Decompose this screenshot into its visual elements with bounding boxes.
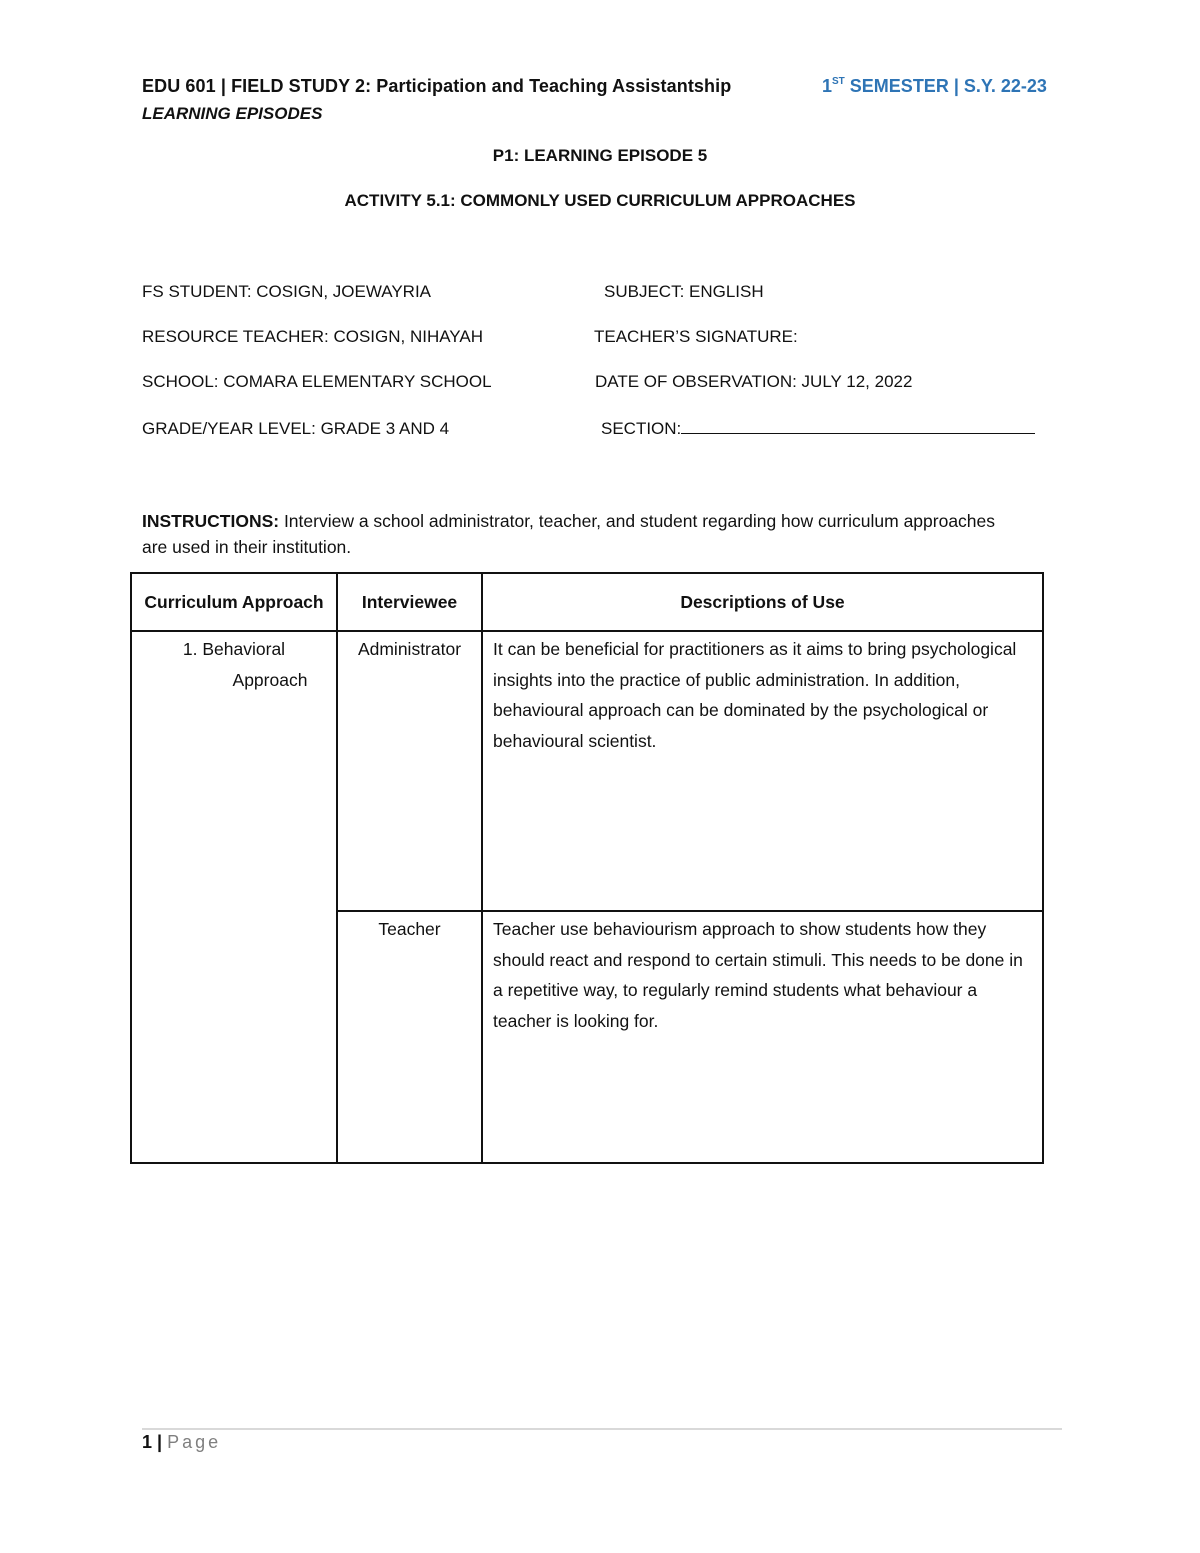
episode-title: P1: LEARNING EPISODE 5 bbox=[492, 146, 708, 165]
grade-level-field: GRADE/YEAR LEVEL: GRADE 3 AND 4 bbox=[142, 419, 450, 438]
header-descriptions-of-use: Descriptions of Use bbox=[482, 573, 1043, 631]
interviewee-administrator: Administrator bbox=[337, 631, 482, 911]
table-row bbox=[131, 631, 1043, 911]
section-field bbox=[601, 419, 1035, 439]
description-administrator: It can be beneficial for practitioners as it aims to bring psychological insights into the practice of public administration. In addition, behavioural approach can be dominated by the psychological or behavioural scientist. bbox=[482, 631, 1043, 911]
date-of-observation-field: DATE OF OBSERVATION: JULY 12, 2022 bbox=[595, 372, 913, 391]
approach-cell bbox=[131, 631, 337, 1163]
instructions bbox=[142, 508, 1022, 560]
page-number: 1 bbox=[142, 1432, 153, 1452]
header-curriculum-approach: Curriculum Approach bbox=[131, 573, 337, 631]
course-title: EDU 601 | FIELD STUDY 2: Participation and Teaching Assistantship bbox=[142, 76, 732, 96]
approach-line-2: Approach bbox=[232, 669, 308, 690]
page-footer bbox=[142, 1432, 221, 1453]
footer-separator: | bbox=[152, 1432, 168, 1452]
resource-teacher-field: RESOURCE TEACHER: COSIGN, NIHAYAH bbox=[142, 327, 483, 346]
instructions-text: Interview a school administrator, teacher, and student regarding how curriculum approaches are used in their institution. bbox=[142, 511, 996, 557]
semester-superscript: ST bbox=[832, 76, 845, 87]
document-subtitle: LEARNING EPISODES bbox=[142, 104, 323, 123]
footer-divider bbox=[142, 1428, 1062, 1430]
section-label: SECTION: bbox=[601, 419, 682, 438]
teacher-signature-field: TEACHER’S SIGNATURE: bbox=[594, 327, 798, 346]
school-field: SCHOOL: COMARA ELEMENTARY SCHOOL bbox=[142, 372, 492, 391]
approach-line-1: 1. Behavioral bbox=[182, 639, 286, 659]
description-teacher: Teacher use behaviourism approach to show students how they should react and respond to certain stimuli. This needs to be done in a repetitive way, to regularly remind students what behaviour a teacher is looking for. bbox=[482, 911, 1043, 1163]
fs-student-field: FS STUDENT: COSIGN, JOEWAYRIA bbox=[142, 282, 432, 301]
table-header-row bbox=[131, 573, 1043, 631]
semester-label bbox=[822, 76, 1047, 97]
curriculum-table bbox=[130, 572, 1044, 1164]
header-interviewee: Interviewee bbox=[337, 573, 482, 631]
instructions-label: INSTRUCTIONS: bbox=[142, 511, 280, 531]
interviewee-teacher: Teacher bbox=[337, 911, 482, 1163]
semester-rest: SEMESTER | S.Y. 22-23 bbox=[844, 76, 1047, 96]
semester-number: 1 bbox=[822, 76, 833, 96]
activity-title: ACTIVITY 5.1: COMMONLY USED CURRICULUM APPROACHES bbox=[344, 191, 856, 210]
section-blank-line bbox=[681, 419, 1035, 434]
subject-field: SUBJECT: ENGLISH bbox=[604, 282, 764, 301]
page-label: Page bbox=[167, 1432, 222, 1452]
